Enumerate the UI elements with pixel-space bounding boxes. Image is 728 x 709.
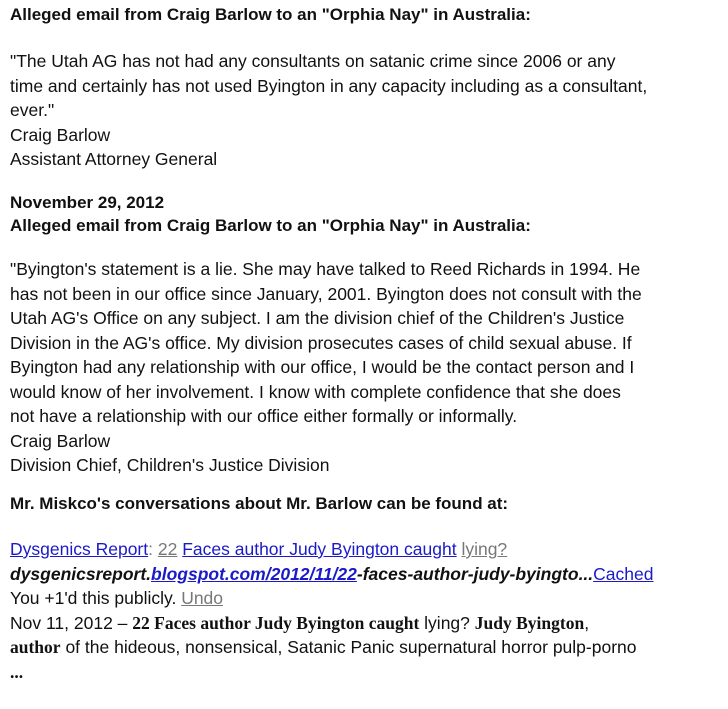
section-1 [10, 5, 531, 25]
plusone-line [10, 586, 722, 611]
signature-title: Assistant Attorney General [10, 149, 218, 169]
section-2 [10, 191, 531, 237]
quote-line: Division in the AG's office. My division prosecutes cases of child sexual abuse. If [10, 332, 632, 353]
result-url-prefix: dysgenicsreport. [10, 563, 152, 584]
quote-line: Byington had any relationship with our office, I would be the contact person and I [10, 357, 635, 377]
section-2-heading: Alleged email from Craig Barlow to an "Orphia Nay" in Australia: [10, 216, 531, 235]
result-url-link[interactable]: blogspot.com/2012/11/22 [151, 563, 357, 584]
plusone-text: You +1'd this publicly. [10, 588, 177, 608]
result-title-sep: : [148, 539, 153, 559]
snippet-bold: author [10, 637, 61, 657]
section-3-heading: Mr. Miskco's conversations about Mr. Barlow can be found at: [10, 494, 509, 513]
result-snippet [10, 611, 722, 685]
section-3 [10, 494, 508, 514]
quote-line: "The Utah AG has not had any consultants on satanic crime since 2006 or any [10, 51, 616, 71]
quote-line: not have a relationship with our office either formally or informally. [10, 406, 518, 426]
undo-link[interactable]: Undo [181, 588, 224, 608]
quote-line: time and certainly has not used Byington in any capacity including as a consultant, [10, 75, 648, 96]
result-url [10, 562, 722, 587]
section-1-heading: Alleged email from Craig Barlow to an "Orphia Nay" in Australia: [10, 5, 531, 24]
quote-line: would know of her involvement. I know with complete confidence that she does [10, 381, 621, 402]
section-2-quote [10, 257, 642, 478]
result-title-tail-link[interactable]: lying? [461, 539, 508, 559]
search-result [10, 537, 722, 684]
snippet-text: lying? [424, 612, 470, 633]
result-title [10, 537, 722, 562]
signature-title: Division Chief, Children's Justice Division [10, 455, 330, 475]
result-title-site-link[interactable]: Dysgenics Report [10, 539, 149, 559]
quote-line: has not been in our office since January, 2001. Byington does not consult with the [10, 283, 642, 304]
quote-line: Utah AG's Office on any subject. I am the division chief of the Children's Justice [10, 308, 625, 328]
snippet-bold: 22 Faces author Judy Byington caught [132, 612, 420, 633]
cached-link[interactable]: Cached [593, 563, 654, 584]
snippet-bold: Judy Byington [474, 612, 585, 633]
snippet-ellipsis: ... [10, 661, 24, 682]
snippet-text: of the hideous, nonsensical, Satanic Panic supernatural horror pulp-porno [65, 637, 637, 657]
result-title-num-link[interactable]: 22 [157, 539, 178, 559]
section-1-quote [10, 49, 647, 172]
signature-name: Craig Barlow [10, 124, 111, 145]
snippet-date: Nov 11, 2012 – [10, 612, 128, 633]
signature-name: Craig Barlow [10, 430, 111, 451]
section-2-date: November 29, 2012 [10, 193, 165, 212]
quote-line: ever." [10, 100, 55, 120]
quote-line: "Byington's statement is a lie. She may have talked to Reed Richards in 1994. He [10, 259, 641, 279]
result-title-link[interactable]: Faces author Judy Byington caught [182, 539, 457, 559]
snippet-sep: , [584, 612, 590, 633]
result-url-suffix: -faces-author-judy-byingto... [356, 563, 594, 584]
